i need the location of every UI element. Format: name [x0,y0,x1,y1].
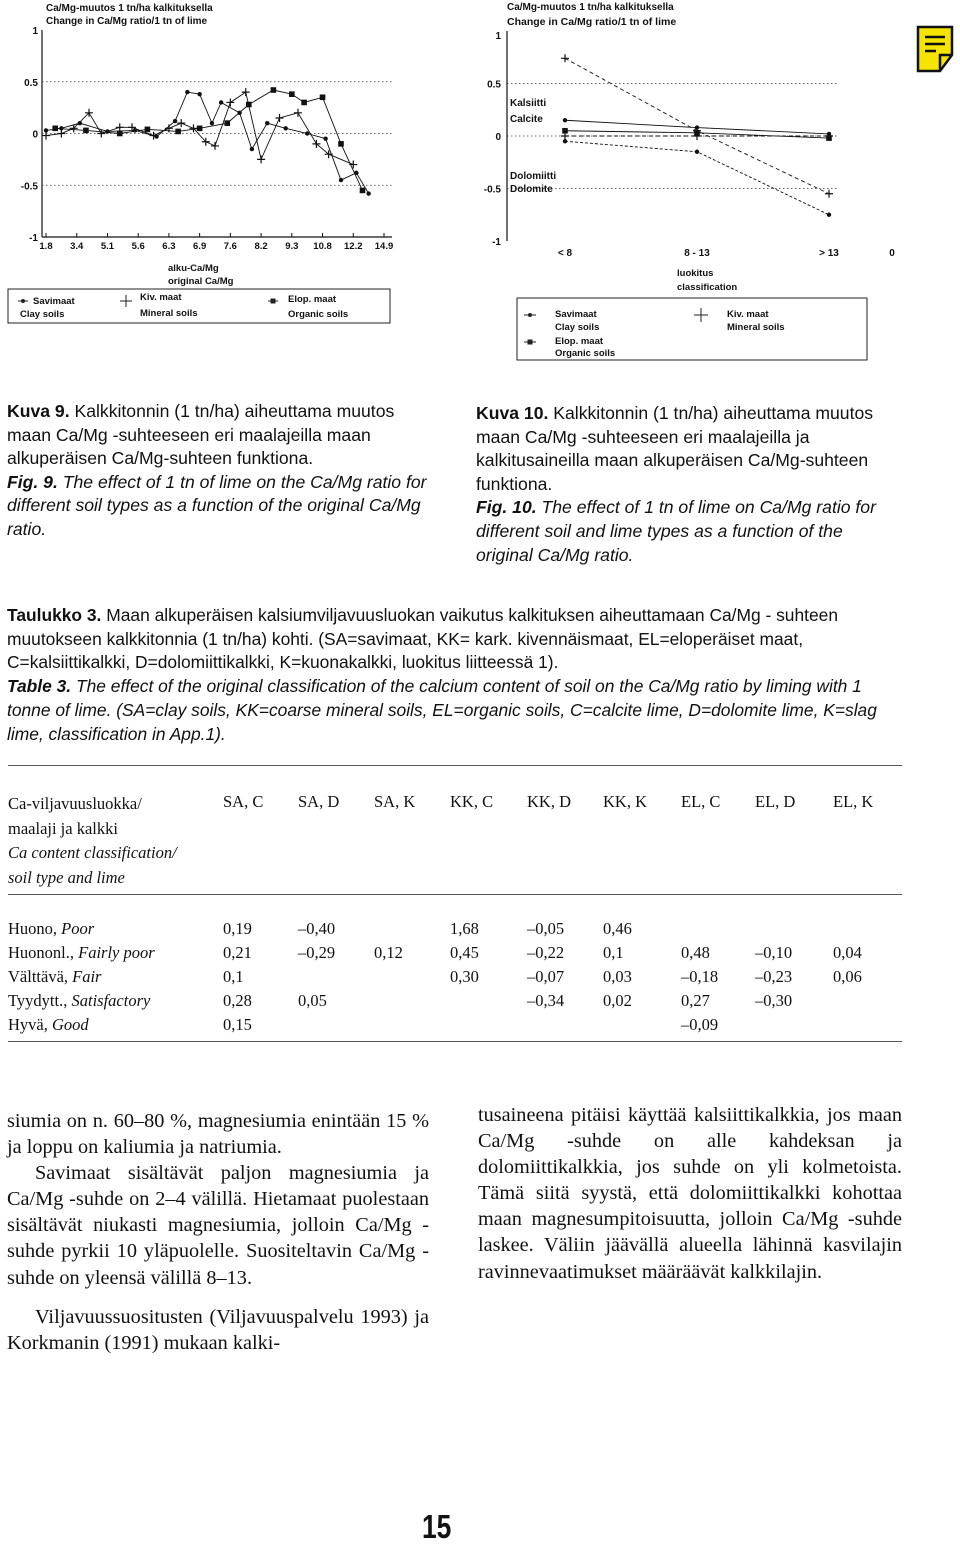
table-cell [833,895,902,940]
table-cell: –0,07 [527,967,565,986]
table-cell: –0,10 [755,943,793,962]
table-cell: 0,02 [603,991,632,1010]
row-label-en: Satisfactory [71,991,151,1010]
table-cell: –0,22 [527,943,565,962]
table-cell: 0,48 [681,943,710,962]
table-cell [755,895,833,940]
fig9-data-point [211,142,219,150]
fig10-xlabel-en: classification [677,282,738,293]
table-cell [527,1011,603,1042]
fig9-caption-en-label: Fig. 9. [7,471,58,492]
table-cell: 0,15 [223,1015,252,1034]
fig10-axes [484,31,895,259]
body-right-p1: tusaineena pitäisi käyttää kalsiittikalkkia, jos maan Ca/Mg -suhde on alle kahdeksan ja dolomiittikalkkia, jos suhde on yli kolmetoista. Tämä siitä syystä, että dolomiittikalkki kohottaa maan magnesumpitoisuutta, jolloin Ca/Mg -suhde laskee. Väliin jäävällä alueella lähinnä kasvilajin ravinnevaatimukset määräävät kalkkilajin. [478,1104,902,1283]
table-cell: 0,30 [450,967,479,986]
fig10-y-tick-label: 0 [495,132,501,143]
fig10-x-tick-label: > 13 [819,248,839,259]
table-row-label [8,1011,223,1042]
row-label-en: Good [52,1015,89,1034]
fig9-x-tick-label: 5.1 [100,241,115,252]
fig9-data-point [185,90,189,94]
fig9-caption-en [7,471,435,542]
table-cell: 0,45 [450,943,479,962]
page-number: 15 [422,1508,452,1545]
table-cell [374,987,450,1011]
fig10-caption-fi [476,402,904,496]
table-row-label [8,939,223,963]
table-cell: –0,09 [681,1015,719,1034]
fig10-data-point [695,150,699,154]
table-cell [450,987,527,1011]
table-header-fi-1: Ca-viljavuusluokka/ [8,794,142,813]
fig10-caption-fi-label: Kuva 10. [476,403,549,423]
fig10-title-fi: Ca/Mg-muutos 1 tn/ha kalkituksella [507,2,674,13]
table-col-header: SA, C [223,792,264,811]
fig9-data-point [283,126,287,130]
fig9-legend-organic-fi: Elop. maat [288,294,337,305]
table-col-header: SA, D [298,792,340,811]
fig10-x-tick-label: 8 - 13 [684,248,710,259]
table-cell [833,987,902,1011]
fig9-caption-fi-text: Kalkkitonnin (1 tn/ha) aiheuttama muutos maan Ca/Mg -suhteeseen eri maalajeilla maan alkuperäisen Ca/Mg-suhteen funktiona. [7,401,395,469]
table-cell: 0,12 [374,943,403,962]
table3-caption-en [7,675,902,746]
fig9-data-point [276,114,284,122]
fig9-x-tick-label: 8.2 [254,241,268,252]
body-right-column [478,1102,902,1285]
fig9-data-point [42,132,50,140]
fig9-legend-mineral-fi: Kiv. maat [140,292,182,303]
table3 [8,765,902,1042]
fig9-legend-clay-fi: Savimaat [33,296,75,307]
table-cell [755,1011,833,1042]
table-cell: 1,68 [450,919,479,938]
table-cell [603,1011,681,1042]
table-cell: 0,1 [223,967,244,986]
table-col-header: EL, K [833,792,874,811]
row-label-fi: Hyvä, [8,1015,52,1034]
fig10-annotation-dolomite-fi: Dolomiitti [510,171,557,182]
table-header-en-2: soil type and lime [8,867,125,887]
fig9-data-point [360,188,366,194]
table-col-header: KK, D [527,792,571,811]
note-icon[interactable] [916,25,954,73]
fig10-legend-organic-en: Organic soils [555,348,616,359]
fig10-data-point [561,54,569,62]
fig10-y-tick-label: -1 [492,237,501,248]
fig10-legend-clay-fi: Savimaat [555,309,597,320]
table-row [8,1011,902,1042]
table-row-label [8,963,223,987]
table-cell: 0,06 [833,967,862,986]
row-label-fi: Huononl., [8,943,79,962]
table-cell: 0,1 [603,943,624,962]
fig9-data-point [265,121,269,125]
table-row [8,987,902,1011]
body-left-p3: Viljavuussuositusten (Viljavuuspalvelu 1993) ja Korkmanin (1991) mukaan kalki- [7,1305,429,1354]
fig9-x-tick-label: 14.9 [374,241,394,252]
fig9-data-point [305,131,309,135]
table-cell: –0,18 [681,967,719,986]
fig10-legend [517,298,867,360]
table-row [8,939,902,963]
row-label-fi: Huono, [8,919,62,938]
row-label-en: Poor [61,919,95,938]
fig10-legend-organic-fi: Elop. maat [555,336,604,347]
table-cell: –0,23 [755,967,793,986]
fig10-annotation-dolomite-en: Dolomite [510,184,553,195]
fig9-data-point [366,191,370,195]
fig9-data-point [197,126,203,132]
fig9-caption [7,400,435,542]
fig10-caption-en-label: Fig. 10. [476,497,537,518]
fig10-y-tick-label: -0.5 [483,184,501,196]
fig9-data-point [175,129,181,135]
fig9-data-point [271,87,277,93]
fig10-annotation-calcite-en: Calcite [510,114,543,125]
table-header-first [8,766,223,895]
table3-caption-fi-text: Maan alkuperäisen kalsiumviljavuusluokan vaikutus kalkituksen aiheuttamaan Ca/Mg - suhteen muutokseen kalkkitonnia (1 tn/ha) kohti. (SA=savimaat, KK= kark. kivennäismaat, EL=eloperäiset maat, C=kalsiittikalkki, D=dolomiittikalkki, K=kuonakalkki, luokitus liitteessä 1). [7,605,838,673]
table-cell [681,895,755,940]
fig10-title-en: Change in Ca/Mg ratio/1 tn of lime [507,16,677,28]
table-cell [298,963,374,987]
fig9-x-tick-label: 7.6 [223,241,237,252]
fig9-x-tick-label: 1.8 [39,241,53,252]
table-cell [833,1011,902,1042]
fig9-chart [0,0,400,330]
table-cell: –0,29 [298,943,336,962]
fig9-y-tick-label: 0 [32,129,38,141]
fig10-x-tick-label: < 8 [557,248,573,259]
table-cell: 0,27 [681,991,710,1010]
table-cell [298,1011,374,1042]
fig9-x-tick-label: 9.3 [285,241,299,252]
fig9-data-point [219,100,223,104]
fig9-data-point [250,147,254,151]
table-cell [374,1011,450,1042]
fig9-data-point [83,128,89,134]
fig9-y-tick-label: 1 [32,26,38,37]
fig9-caption-en-text: The effect of 1 tn of lime on the Ca/Mg ratio for different soil types as a function of the original Ca/Mg ratio. [7,471,427,539]
fig9-data-point [301,100,307,106]
fig9-data-point [289,91,295,97]
body-left-p2: Savimaat sisältävät paljon magnesiumia ja Ca/Mg -suhde on 2–4 välillä. Hietamaat puolestaan sisältävät niukasti magnesiumia, jolloin Ca/Mg -suhde pyrkii 10 yläpuolelle. Suositeltavin Ca/Mg -suhde on yleensä välillä 8–13. [7,1162,429,1289]
table-header-fi-2: maalaji ja kalkki [8,818,118,838]
fig10-data-point [827,213,831,217]
fig10-data-point [563,118,567,122]
fig9-data-point [173,119,177,123]
table-cell: –0,40 [298,919,336,938]
table-cell: –0,34 [527,991,565,1010]
table-cell: 0,05 [298,991,327,1010]
table-cell: 0,04 [833,943,862,962]
fig9-xlabel-fi: alku-Ca/Mg [168,263,219,274]
fig9-data-point [246,102,252,108]
fig9-data-point [257,155,265,163]
fig9-data-point [224,120,230,126]
fig10-legend-clay-en: Clay soils [555,322,600,333]
row-label-en: Fair [72,967,102,986]
table-col-header: EL, D [755,792,796,811]
table-body [8,895,902,1042]
table-col-header: EL, C [681,792,721,811]
table-cell: 0,03 [603,967,632,986]
fig9-y-tick-label: 0.5 [24,77,38,89]
row-label-en: Fairly poor [78,943,155,962]
fig9-legend-clay-en: Clay soils [20,309,65,320]
fig10-legend-mineral-fi: Kiv. maat [727,309,769,320]
table-cell: –0,30 [755,991,793,1010]
fig9-plot-area [42,87,371,195]
fig9-y-tick-label: -0.5 [20,181,38,193]
table-cell: 0,46 [603,919,632,938]
table-header-row [8,766,902,895]
fig9-y-tick-label: -1 [29,233,38,244]
fig10-x-tick-label: 0 [889,248,895,259]
fig9-x-tick-label: 5.6 [131,241,145,252]
fig9-data-point [226,98,234,106]
fig10-y-tick-label: 1 [495,31,501,42]
body-left-column [7,1108,429,1356]
table3-caption-en-label: Table 3. [7,676,72,697]
fig9-title-en: Change in Ca/Mg ratio/1 tn of lime [46,16,208,27]
table3-caption-en-text: The effect of the original classification of the calcium content of soil on the Ca/Mg ratio by liming with 1 tonne of lime. (SA=clay soils, KK=coarse mineral soils, EL=organic soils, C=calcite lime, D=dolomite lime, K=slag lime, classification in App.1). [7,676,877,744]
fig9-data-point [323,136,327,140]
fig9-data-point [117,131,123,137]
fig9-data-point [338,141,344,147]
table-cell: 0,21 [223,943,252,962]
fig10-y-tick-label: 0.5 [487,79,501,91]
table3-caption [7,604,902,746]
fig9-data-point [339,178,343,182]
fig9-xlabel-en: original Ca/Mg [168,276,234,287]
fig10-plot-area [561,54,833,217]
table-cell [374,895,450,940]
table-col-header: KK, C [450,792,494,811]
table-header-en-1: Ca content classification/ [8,843,177,862]
fig9-data-point [177,119,185,127]
row-label-fi: Välttävä, [8,967,73,986]
fig9-legend [8,289,390,323]
table3-caption-fi [7,604,902,675]
fig9-caption-fi-label: Kuva 9. [7,401,70,421]
table-cell: 0,28 [223,991,252,1010]
fig9-data-point [197,92,201,96]
fig9-x-tick-label: 12.2 [344,241,363,252]
fig10-legend-mineral-en: Mineral soils [727,322,785,333]
fig10-caption-en [476,496,904,567]
table-cell [450,1011,527,1042]
fig9-x-tick-label: 10.8 [313,241,332,252]
fig9-data-point [294,109,302,117]
fig9-data-point [320,94,326,100]
fig9-data-point [116,123,124,131]
table-row [8,895,902,940]
fig9-data-point [145,127,151,133]
fig9-caption-fi [7,400,435,471]
fig10-annotation-calcite-fi: Kalsiitti [510,98,547,109]
fig9-x-tick-label: 6.3 [162,241,176,252]
table-col-header: SA, K [374,792,416,811]
fig9-data-point [210,121,214,125]
fig9-data-point [57,130,65,138]
fig10-chart [480,0,910,360]
table-cell [374,963,450,987]
fig10-xlabel-fi: luokitus [677,268,714,279]
table-cell: –0,05 [527,919,565,938]
row-label-fi: Tyydytt., [8,991,72,1010]
fig10-data-point [825,190,833,198]
fig10-caption [476,402,904,567]
body-left-p1: siumia on n. 60–80 %, magnesiumia enintään 15 % ja loppu on kaliumia ja natriumia. [7,1110,429,1159]
fig10-caption-en-text: The effect of 1 tn of lime on Ca/Mg ratio for different soil and lime types as a function of the original Ca/Mg ratio. [476,497,876,565]
fig9-legend-mineral-en: Mineral soils [140,308,198,319]
fig9-axes [21,26,393,252]
table-row [8,963,902,987]
table-cell: 0,19 [223,919,252,938]
fig9-data-point [52,126,58,132]
table-row-label [8,987,223,1011]
fig9-x-tick-label: 6.9 [193,241,207,252]
fig9-x-tick-label: 3.4 [70,241,84,252]
fig10-caption-fi-text: Kalkkitonnin (1 tn/ha) aiheuttama muutos maan Ca/Mg -suhteeseen eri maalajeilla ja kalkitusaineilla maan alkuperäisen Ca/Mg-suhteen funktiona. [476,403,874,494]
fig9-data-point [242,88,250,96]
fig9-legend-organic-en: Organic soils [288,309,349,320]
table-row-label [8,895,223,940]
table-col-header: KK, K [603,792,647,811]
fig9-title-fi: Ca/Mg-muutos 1 tn/ha kalkituksella [46,3,213,14]
table3-caption-fi-label: Taulukko 3. [7,605,102,625]
